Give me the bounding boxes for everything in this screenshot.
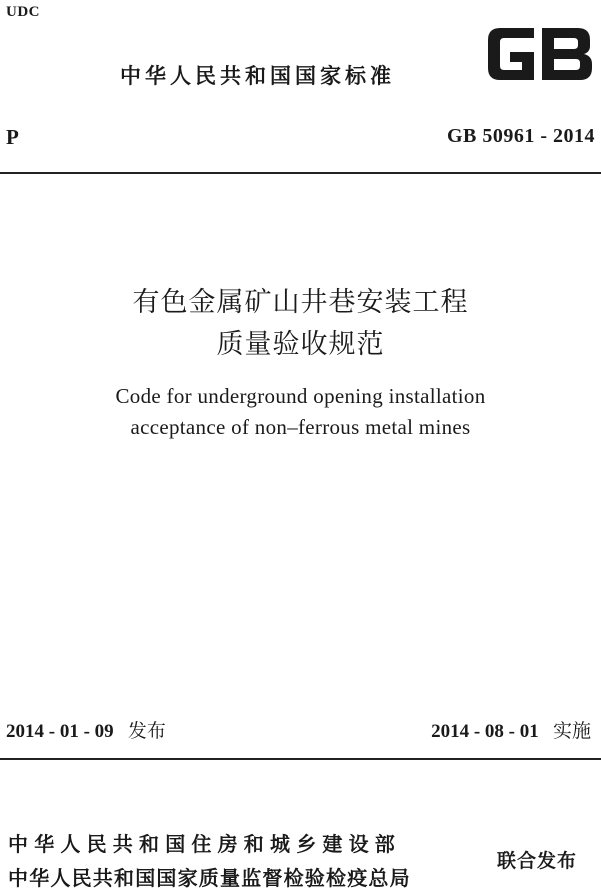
issuer-line-2: 中华人民共和国国家质量监督检验检疫总局 — [8, 866, 411, 890]
bottom-divider — [0, 758, 601, 760]
effective-date-block — [431, 716, 591, 743]
top-divider — [0, 172, 601, 174]
udc-label: UDC — [6, 4, 40, 20]
title-en-line-2: acceptance of non–ferrous metal mines — [130, 415, 471, 439]
gb-logo — [484, 22, 596, 86]
title-zh-line-2: 质量验收规范 — [216, 329, 385, 360]
title-en-line-1: Code for underground opening installation — [115, 384, 486, 408]
issue-word: 发布 — [127, 720, 166, 742]
national-standard-title: 中华人民共和国国家标准 — [120, 64, 395, 88]
issue-date-block — [6, 716, 166, 743]
effective-word: 实施 — [552, 720, 591, 742]
category-code: P — [6, 125, 19, 149]
joint-issue-label: 联合发布 — [497, 850, 578, 872]
issuer-line-1: 中华人民共和国住房和城乡建设部 — [8, 832, 401, 856]
issue-date: 2014 - 01 - 09 — [6, 721, 114, 742]
title-zh-line-1: 有色金属矿山井巷安装工程 — [132, 287, 469, 318]
standard-number: GB 50961 - 2014 — [446, 125, 595, 147]
effective-date: 2014 - 08 - 01 — [431, 721, 539, 742]
